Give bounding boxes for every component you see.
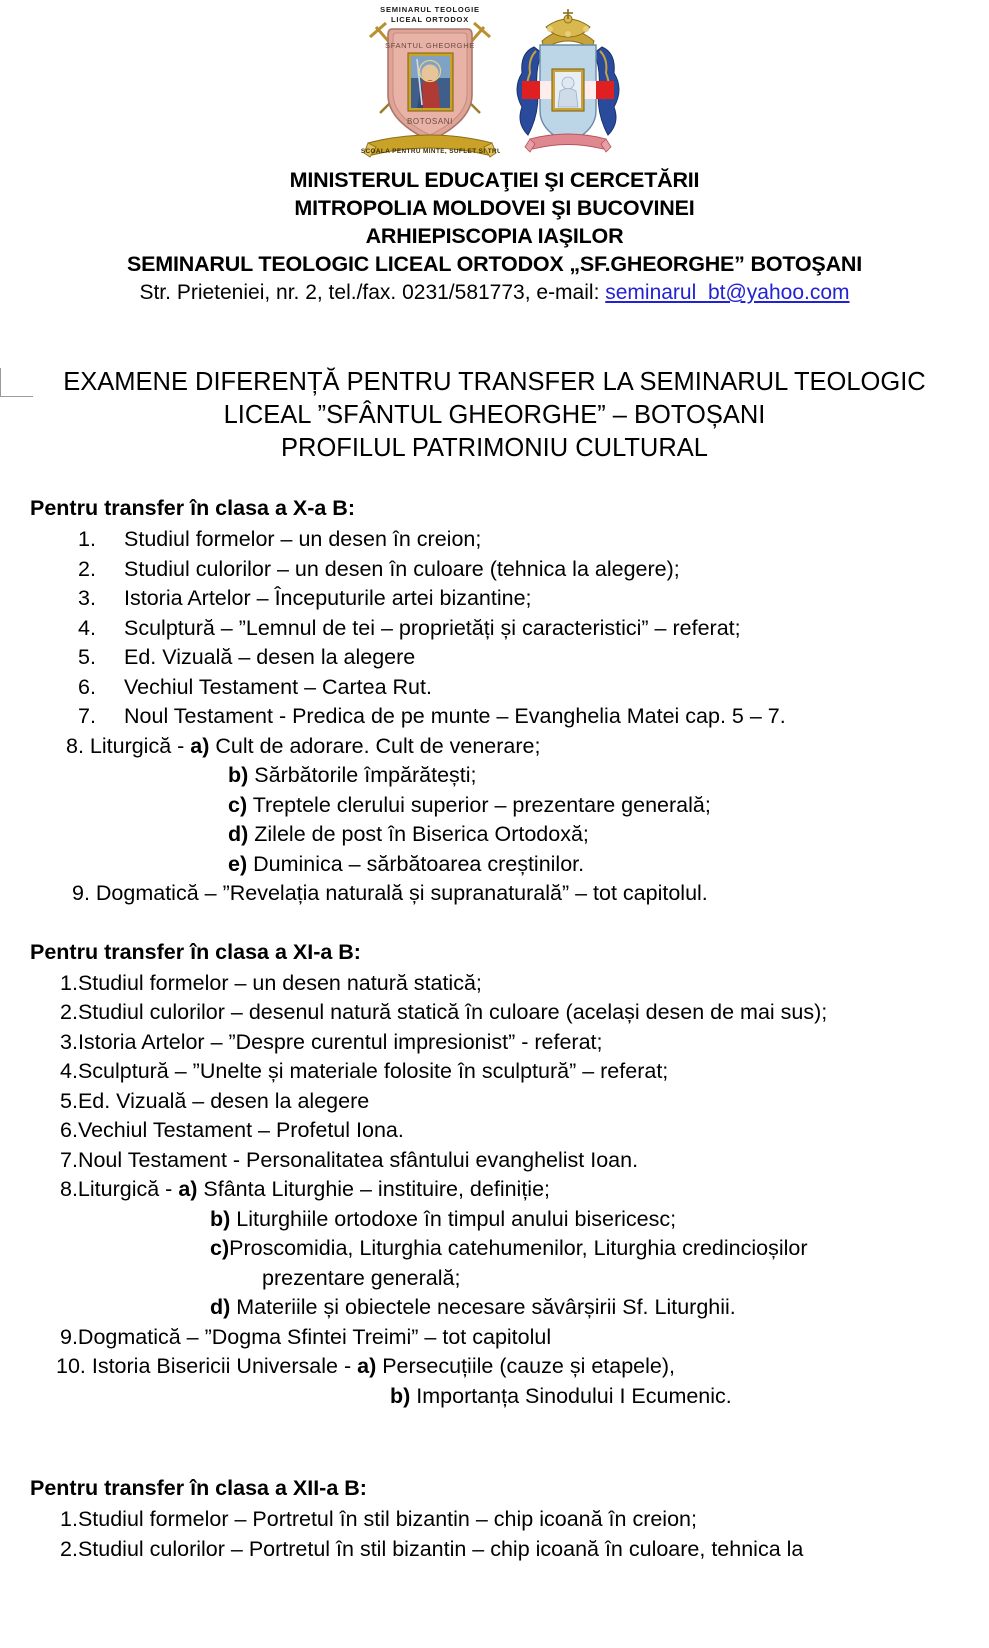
letterhead xyxy=(0,166,989,308)
item-number: 6. xyxy=(60,1118,78,1142)
item-lead: 10. Istoria Bisericii Universale - xyxy=(56,1354,358,1378)
sub-letter: a) xyxy=(178,1177,198,1201)
section-heading-x: Pentru transfer în clasa a X-a B: xyxy=(30,496,355,520)
item-text: Studiul formelor – un desen în creion; xyxy=(124,527,482,551)
item-text: Sculptură – ”Lemnul de tei – proprietăți și caracteristici” – referat; xyxy=(124,615,741,640)
item-lead: 8.Liturgică - xyxy=(60,1177,179,1201)
list-item xyxy=(78,584,977,614)
list-item xyxy=(60,1057,977,1087)
section-x-list xyxy=(30,525,977,732)
item-number: 3. xyxy=(60,1029,78,1054)
item-number: 1. xyxy=(60,1507,78,1531)
sub-letter: e) xyxy=(228,851,248,876)
page-title xyxy=(0,366,989,465)
sub-text: Importanța Sinodului I Ecumenic. xyxy=(410,1383,732,1408)
sub-letter: b) xyxy=(210,1206,231,1231)
item-number: 2. xyxy=(60,1536,78,1561)
sub-letter: c) xyxy=(228,792,248,817)
item-number: 3. xyxy=(78,586,96,610)
sub-item xyxy=(30,1293,977,1323)
section-heading-xii: Pentru transfer în clasa a XII-a B: xyxy=(30,1476,367,1500)
title-line-2: LICEAL ”SFÂNTUL GHEORGHE” – BOTOȘANI xyxy=(223,401,766,429)
sub-item xyxy=(30,761,977,791)
sub-item xyxy=(30,1234,977,1264)
sub-text: Duminica – sărbătoarea creștinilor. xyxy=(247,851,585,876)
sub-letter: b) xyxy=(390,1383,411,1408)
item-text: Studiul formelor – un desen natură statică; xyxy=(77,970,482,995)
school-line: SEMINARUL TEOLOGIC LICEAL ORTODOX „SF.GHEORGHE” BOTOŞANI xyxy=(127,252,862,276)
document-body xyxy=(0,491,989,1564)
seminary-crest-icon xyxy=(360,3,500,159)
seminary-crest-emblem xyxy=(360,3,500,164)
metropolitan-arms-emblem xyxy=(506,7,630,164)
item-lead: 8. Liturgică - xyxy=(66,733,191,758)
item-text: Istoria Artelor – Începuturile artei bizantine; xyxy=(124,586,532,610)
list-item xyxy=(78,614,977,644)
sub-text: Sărbătorile împărătești; xyxy=(248,763,477,787)
svg-text:SEMINARUL TEOLOGIE: SEMINARUL TEOLOGIE xyxy=(379,5,480,14)
metropolitan-coat-of-arms-icon xyxy=(506,7,630,159)
sub-text: Persecuțiile (cauze și etapele), xyxy=(376,1354,675,1378)
list-item xyxy=(78,555,977,585)
item-text: Vechiul Testament – Cartea Rut. xyxy=(124,674,432,699)
item-number: 7. xyxy=(78,704,96,728)
list-item xyxy=(60,1087,977,1117)
sub-letter: d) xyxy=(210,1295,231,1319)
item-text: Studiul formelor – Portretul în stil bizantin – chip icoană în creion; xyxy=(77,1507,697,1531)
item-text: Vechiul Testament – Profetul Iona. xyxy=(77,1118,404,1142)
sub-item xyxy=(30,1382,977,1412)
section-heading-xi: Pentru transfer în clasa a XI-a B: xyxy=(30,939,361,964)
list-item-istoria-bisericii xyxy=(30,1352,977,1382)
sub-text: Proscomidia, Liturghia catehumenilor, Liturghia credincioșilor xyxy=(229,1236,808,1260)
item-number: 5. xyxy=(60,1088,78,1113)
list-item xyxy=(60,969,977,999)
list-item-liturgica xyxy=(60,1175,977,1205)
sub-letter: d) xyxy=(228,822,249,846)
list-item xyxy=(60,1028,977,1058)
svg-text:BOTOSANI: BOTOSANI xyxy=(406,117,453,126)
list-item xyxy=(60,1535,977,1565)
sub-text: Zilele de post în Biserica Ortodoxă; xyxy=(248,822,589,846)
item-number: 4. xyxy=(78,615,96,640)
item-number: 2. xyxy=(60,1000,78,1024)
list-item xyxy=(60,1505,977,1535)
item-text: Noul Testament - Personalitatea sfântului evanghelist Ioan. xyxy=(77,1147,639,1172)
address-text: Str. Prieteniei, nr. 2, tel./fax. 0231/581773, e-mail: xyxy=(139,281,606,304)
item-number: 5. xyxy=(78,645,96,669)
item-text: Istoria Artelor – ”Despre curentul impresionist” - referat; xyxy=(77,1029,603,1054)
item-number: 1. xyxy=(60,970,78,995)
list-item-dogmatica: 9.Dogmatică – ”Dogma Sfintei Treimi” – tot capitolul xyxy=(60,1324,552,1349)
svg-text:SFANTUL GHEORGHE: SFANTUL GHEORGHE xyxy=(384,41,475,50)
list-item xyxy=(78,525,977,555)
metropolis-line: MITROPOLIA MOLDOVEI ŞI BUCOVINEI xyxy=(294,196,695,220)
list-item xyxy=(78,673,977,703)
emblem-row xyxy=(0,0,989,164)
title-line-1: EXAMENE DIFERENȚĂ PENTRU TRANSFER LA SEMINARUL TEOLOGIC xyxy=(63,368,926,396)
sub-letter: a) xyxy=(357,1354,377,1378)
item-text: Studiul culorilor – desenul natură statică în culoare (același desen de mai sus); xyxy=(77,1000,828,1024)
sub-text: Materiile și obiectele necesare săvârșirii Sf. Liturghii. xyxy=(230,1295,736,1319)
list-item xyxy=(78,643,977,673)
sub-letter: a) xyxy=(190,733,210,758)
list-item-liturgica xyxy=(30,732,977,762)
ministry-line: MINISTERUL EDUCAŢIEI ŞI CERCETĂRII xyxy=(289,168,700,192)
item-number: 7. xyxy=(60,1147,78,1172)
item-text: Studiul culorilor – Portretul în stil bizantin – chip icoană în culoare, tehnica la xyxy=(77,1536,804,1561)
svg-text:O SCOALA PENTRU MINTE, SUFLET: O SCOALA PENTRU MINTE, SUFLET SI TRUP xyxy=(359,148,500,155)
list-item xyxy=(60,1146,977,1176)
sub-text: Liturghiile ortodoxe în timpul anului bisericesc; xyxy=(230,1206,677,1231)
sub-item xyxy=(30,820,977,850)
item-text: Sculptură – ”Unelte și materiale folosite în sculptură” – referat; xyxy=(77,1059,669,1083)
item-text: Noul Testament - Predica de pe munte – Evanghelia Matei cap. 5 – 7. xyxy=(124,704,786,728)
sub-text: Cult de adorare. Cult de venerare; xyxy=(209,733,541,758)
sub-text: Treptele clerului superior – prezentare generală; xyxy=(247,792,711,817)
sub-item-continuation: prezentare generală; xyxy=(262,1265,461,1290)
item-number: 4. xyxy=(60,1059,78,1083)
sub-item xyxy=(30,791,977,821)
address-line xyxy=(0,278,989,308)
crop-mark xyxy=(0,368,33,397)
item-number: 6. xyxy=(78,674,96,699)
item-number: 1. xyxy=(78,527,96,551)
section-xi-list xyxy=(30,969,977,1205)
sub-text: Sfânta Liturghie – instituire, definiție; xyxy=(197,1177,551,1201)
sub-letter: b) xyxy=(228,763,249,787)
item-text: Studiul culorilor – un desen în culoare (tehnica la alegere); xyxy=(124,556,680,581)
item-text: Ed. Vizuală – desen la alegere xyxy=(124,645,416,669)
item-text: Ed. Vizuală – desen la alegere xyxy=(77,1088,370,1113)
sub-item xyxy=(30,1205,977,1235)
email-link[interactable]: seminarul_bt@yahoo.com xyxy=(605,281,850,304)
list-item xyxy=(60,1116,977,1146)
archdiocese-line: ARHIEPISCOPIA IAŞILOR xyxy=(365,224,624,248)
section-xii-list xyxy=(30,1505,977,1564)
sub-letter: c) xyxy=(210,1236,230,1260)
item-number: 2. xyxy=(78,556,96,581)
title-line-3: PROFILUL PATRIMONIU CULTURAL xyxy=(281,434,708,462)
sub-item xyxy=(30,850,977,880)
svg-text:LICEAL ORTODOX: LICEAL ORTODOX xyxy=(390,15,469,24)
list-item xyxy=(60,998,977,1028)
list-item xyxy=(78,702,977,732)
list-item-dogmatica: 9. Dogmatică – ”Revelația naturală și supranaturală” – tot capitolul. xyxy=(72,881,708,905)
